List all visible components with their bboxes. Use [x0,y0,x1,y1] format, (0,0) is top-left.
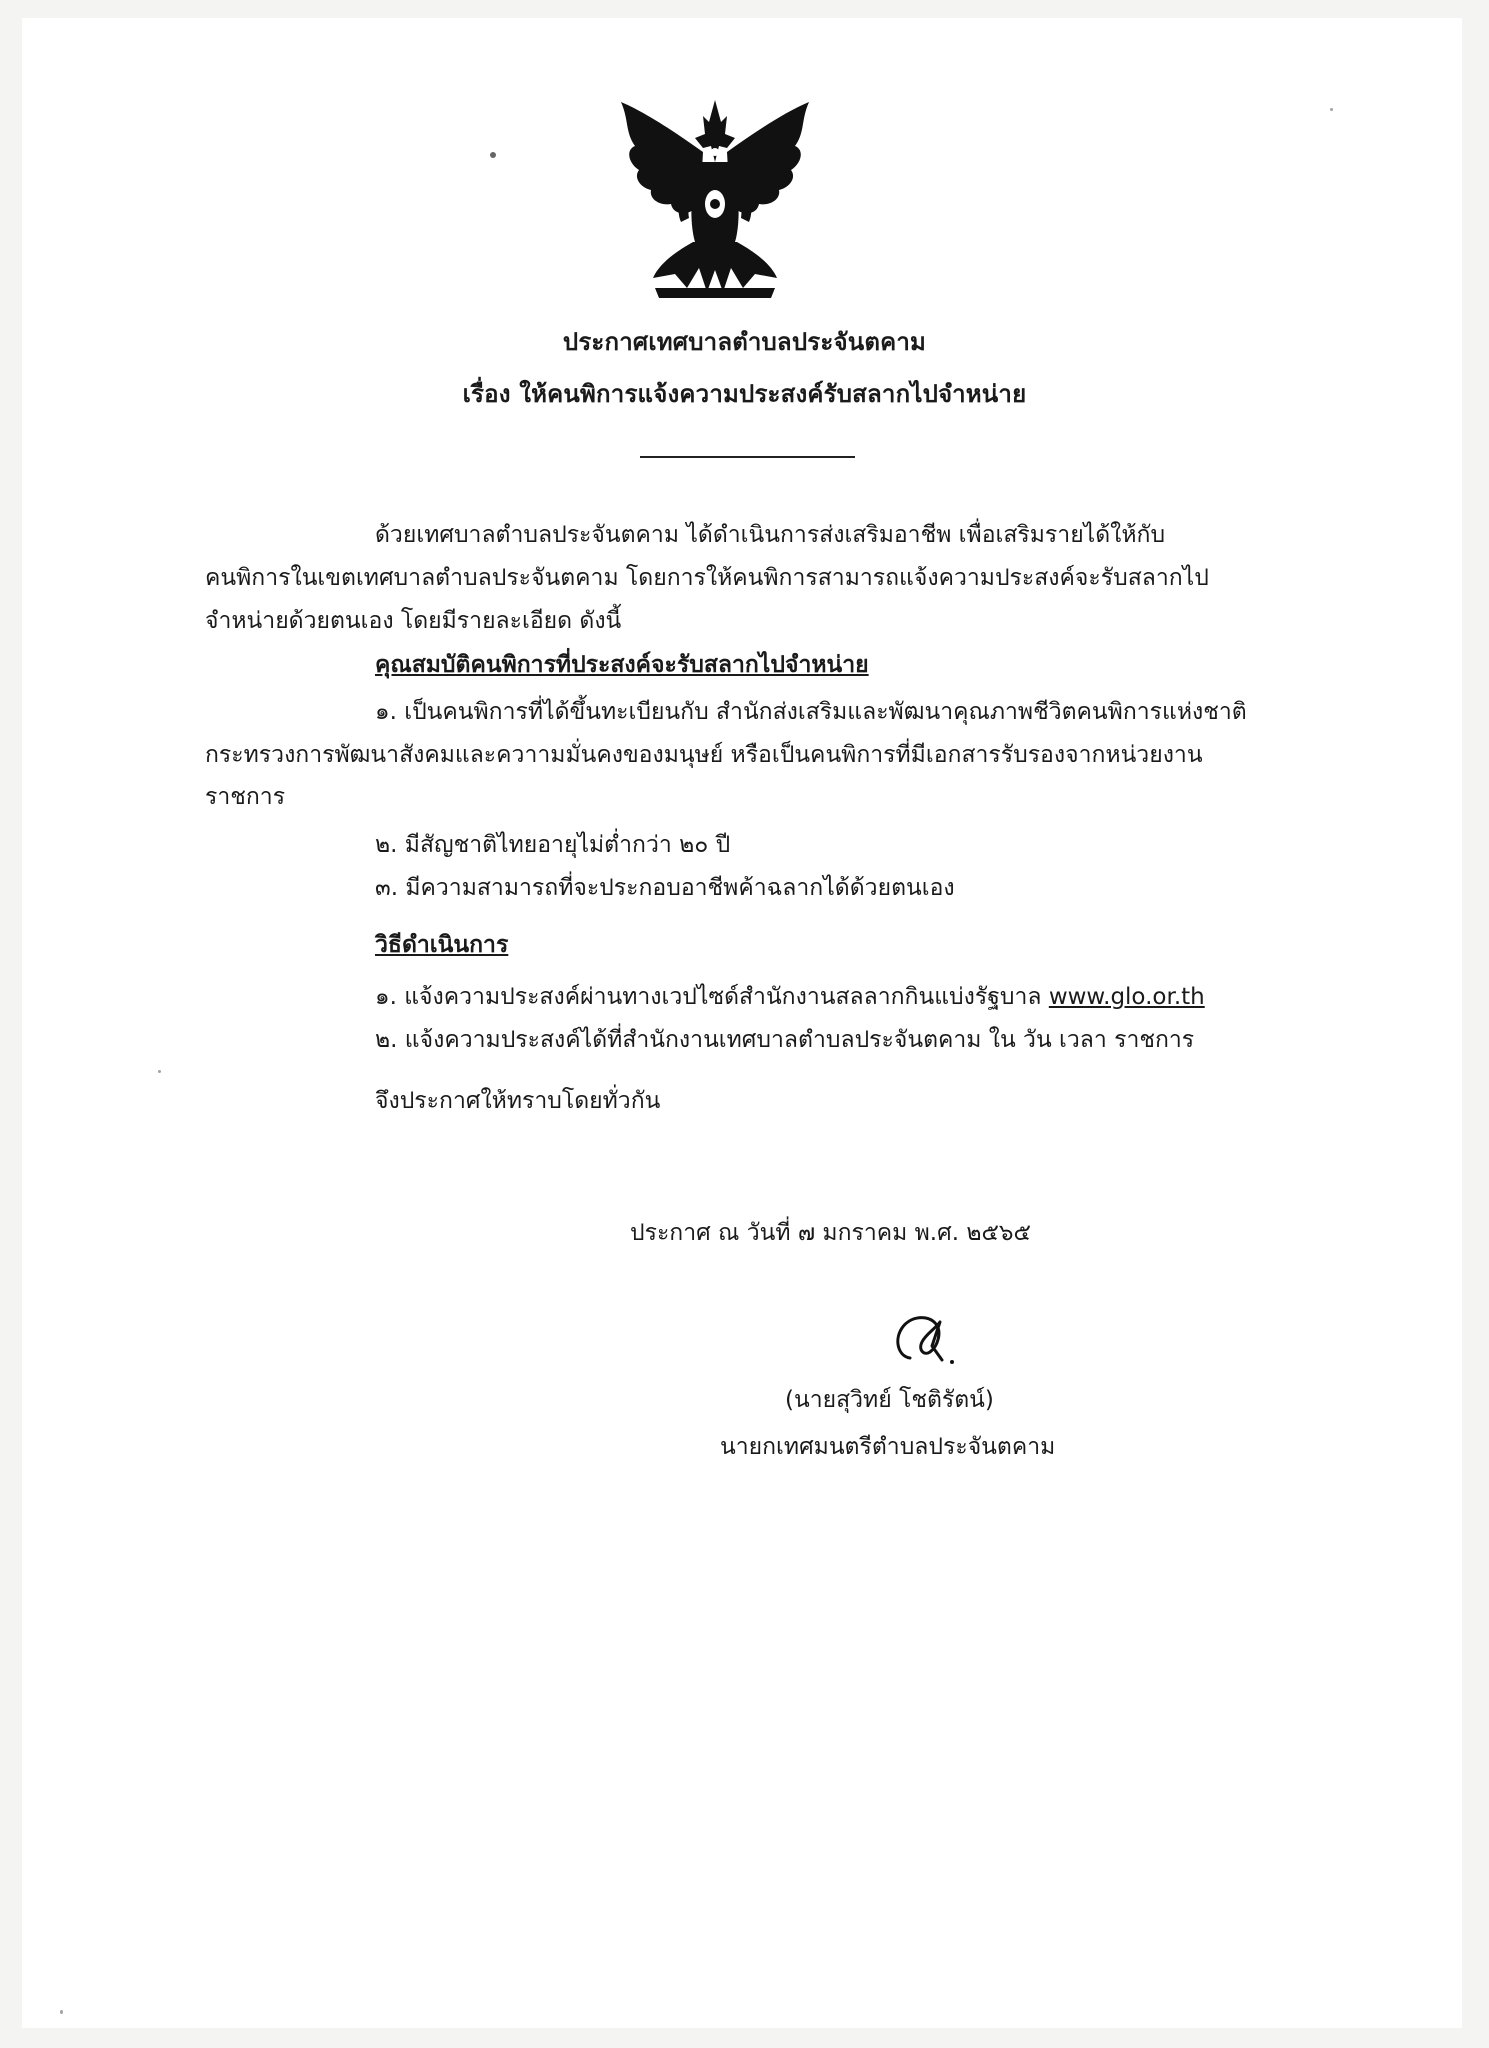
qualification-item-1-line-3: ราชการ [205,784,286,810]
scan-speck [158,1070,161,1073]
closing-statement: จึงประกาศให้ทราบโดยทั่วกัน [375,1088,661,1114]
qualification-item-3: ๓. มีความสามารถที่จะประกอบอาชีพค้าฉลากได้ด้วยตนเอง [375,875,955,901]
title-divider [640,456,855,458]
glo-website-link[interactable]: www.glo.or.th [1048,984,1205,1010]
intro-line-3: จำหน่ายด้วยตนเอง โดยมีรายละเอียด ดังนี้ [205,608,622,634]
scan-speck [490,152,496,158]
signer-name: (นายสุวิทย์ โชติรัตน์) [785,1387,994,1413]
document-subject: เรื่อง ให้คนพิการแจ้งความประสงค์รับสลากไปจำหน่าย [462,380,1027,408]
signer-title: นายกเทศมนตรีตำบลประจันตคาม [720,1434,1056,1460]
procedure-item-2: ๒. แจ้งความประสงค์ได้ที่สำนักงานเทศบาลตำบลประจันตคาม ใน วัน เวลา ราชการ [375,1027,1195,1053]
intro-line-1: ด้วยเทศบาลตำบลประจันตคาม ได้ดำเนินการส่งเสริมอาชีพ เพื่อเสริมรายได้ให้กับ [375,522,1166,548]
intro-line-2: คนพิการในเขตเทศบาลตำบลประจันตคาม โดยการให้คนพิการสามารถแจ้งความประสงค์จะรับสลากไป [205,565,1209,591]
handwritten-signature [880,1300,980,1380]
procedure-item-1-text: ๑. แจ้งความประสงค์ผ่านทางเวปไซด์สำนักงานสลลากกินแบ่งรัฐบาล [375,984,1049,1010]
qualification-item-1-line-2: กระทรวงการพัฒนาสังคมและควาามมั่นคงของมนุษย์ หรือเป็นคนพิการที่มีเอกสารรับรองจากหน่วยงาน [205,742,1203,768]
qualification-item-1-line-1: ๑. เป็นคนพิการที่ได้ขึ้นทะเบียนกับ สำนักส่งเสริมและพัฒนาคุณภาพชีวิตคนพิการแห่งชาติ [375,699,1247,725]
scan-speck [1330,108,1333,111]
scan-speck [60,2010,63,2014]
procedure-heading: วิธีดำเนินการ [375,932,509,958]
qualifications-heading: คุณสมบัติคนพิการที่ประสงค์จะรับสลากไปจำหน่าย [375,652,869,678]
document-page [22,18,1462,2028]
procedure-item-1 [375,982,1205,1012]
announcement-date: ประกาศ ณ วันที่ ๗ มกราคม พ.ศ. ๒๕๖๕ [630,1220,1031,1246]
garuda-emblem-icon [615,92,815,302]
qualification-item-2: ๒. มีสัญชาติไทยอายุไม่ต่ำกว่า ๒๐ ปี [375,832,731,858]
document-title: ประกาศเทศบาลตำบลประจันตคาม [562,328,927,356]
